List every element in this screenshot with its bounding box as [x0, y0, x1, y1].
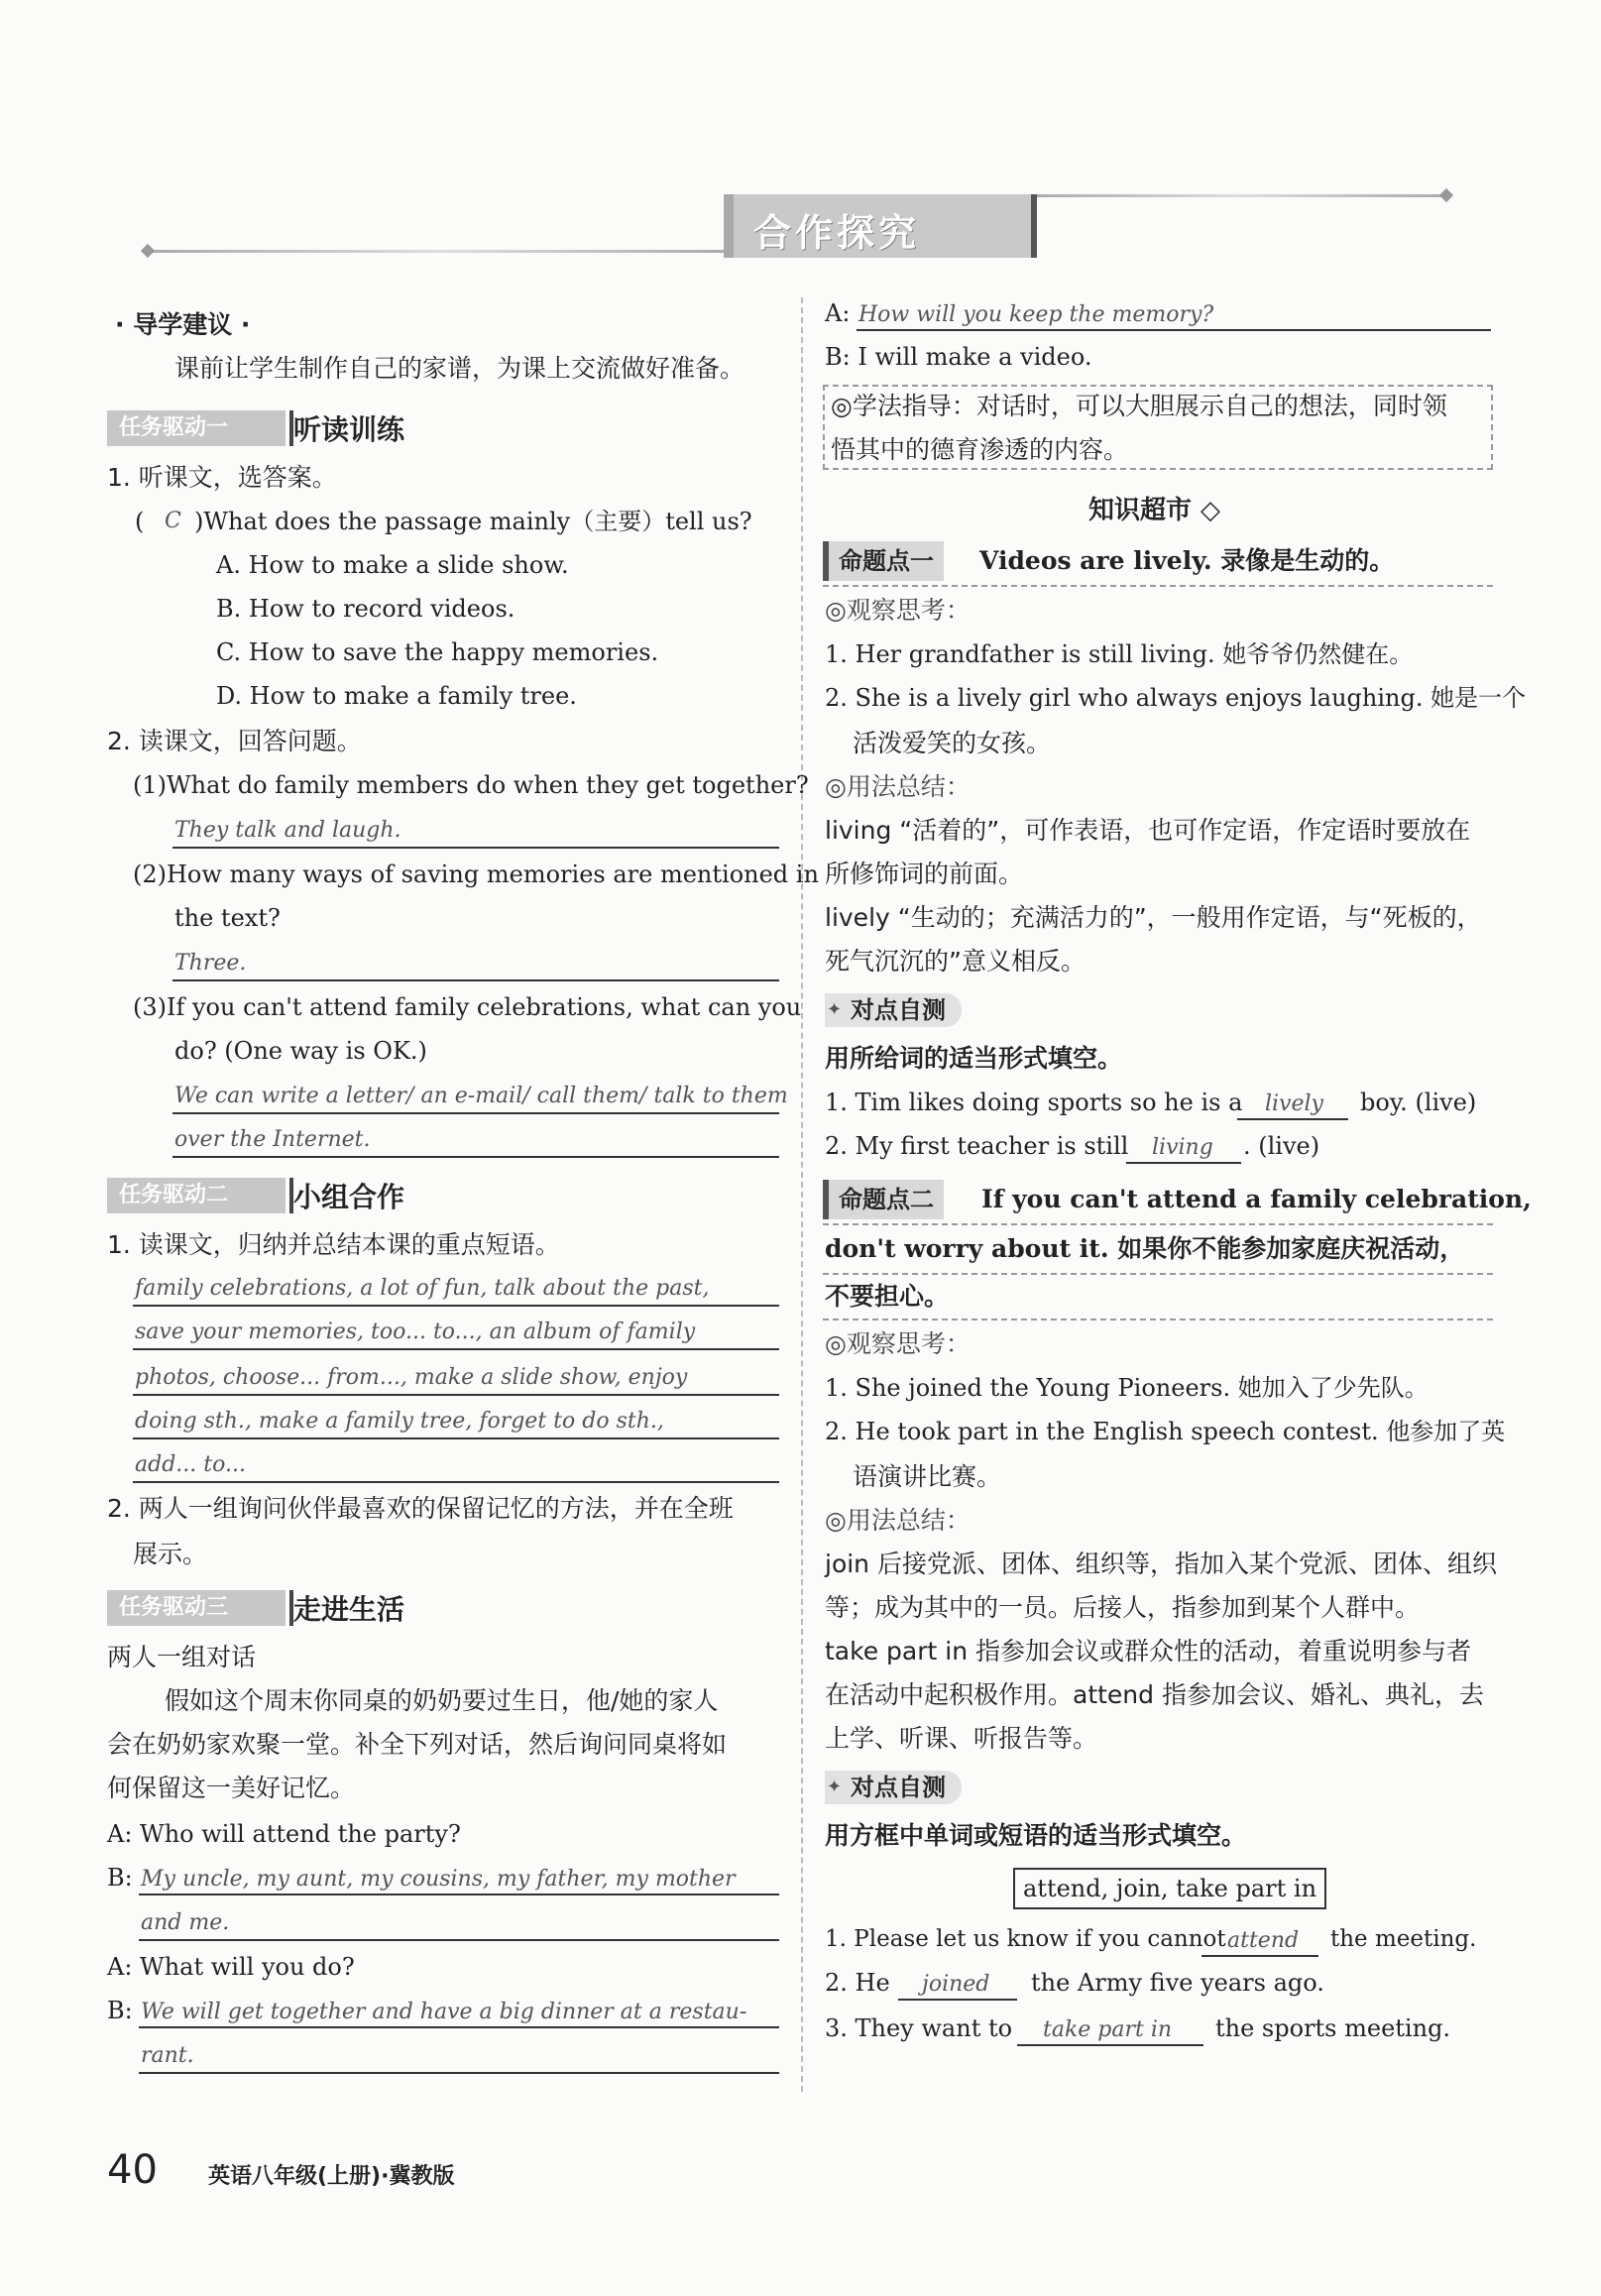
task2-title: 小组合作 — [293, 1181, 405, 1213]
point1-example: 1. Her grandfather is still living. 她爷爷仍然健在。 — [825, 640, 1414, 668]
point1-test2: 2. My first teacher is still — [825, 1132, 1129, 1160]
point2-title: If you can't attend a family celebration, — [981, 1185, 1532, 1213]
point2-test3: 3. They want to — [825, 2014, 1013, 2042]
column-divider — [801, 297, 803, 2092]
point1-instruction: 用所给词的适当形式填空。 — [825, 1044, 1123, 1073]
dialogue-b2-answer: We will get together and have a big dinner at a restau- — [141, 2000, 747, 2024]
selftest-badge: ✦ 对点自测 — [825, 993, 962, 1027]
point1-test1-answer: lively — [1265, 1091, 1323, 1116]
q1-stem: )What does the passage mainly（主要）tell us? — [194, 508, 752, 535]
q2-prompt: 2. 读课文，回答问题。 — [107, 727, 362, 755]
dialogue-b1-label: B: — [107, 1864, 133, 1892]
t2-answer: family celebrations, a lot of fun, talk about the past, — [135, 1276, 710, 1301]
point2-example-cont: 语演讲比赛。 — [853, 1462, 1002, 1491]
t3-paragraph: 会在奶奶家欢聚一堂。补全下列对话，然后询问同桌将如 — [107, 1730, 728, 1759]
point2-test2-answer: joined — [922, 1972, 990, 1997]
dialogue-a3-answer: How will you keep the memory? — [858, 302, 1214, 327]
dialogue-b1-answer: My uncle, my aunt, my cousins, my father, my mother — [141, 1867, 736, 1892]
answer-line — [139, 2072, 779, 2074]
t2-answer: photos, choose... from..., make a slide show, enjoy — [135, 1365, 688, 1390]
selftest-badge: ✦ 对点自测 — [825, 1771, 962, 1804]
point2-test3-tail: the sports meeting. — [1215, 2014, 1451, 2042]
q2-3-answer-cont: over the Internet. — [174, 1127, 371, 1152]
point2-usage: take part in 指参加会议或群众性的活动，着重说明参与者 — [825, 1637, 1471, 1665]
dialogue-a2: A: What will you do? — [107, 1953, 355, 1981]
dashed-rule — [823, 1273, 1493, 1275]
q2-1-question: (1)What do family members do when they get together? — [133, 771, 809, 799]
dashed-rule — [823, 1223, 1493, 1225]
point2-usage: 等；成为其中的一员。后接人，指参加到某个人群中。 — [825, 1593, 1421, 1622]
page-number: 40 — [107, 2147, 158, 2193]
observe-label: ◎观察思考： — [825, 1329, 971, 1358]
blank-line — [898, 1999, 1017, 2001]
t2-q2: 2. 两人一组询问伙伴最喜欢的保留记忆的方法，并在全班 — [107, 1494, 734, 1523]
blank-line — [1126, 1162, 1241, 1164]
answer-line — [133, 1481, 779, 1483]
q1-option: B. How to record videos. — [216, 595, 515, 623]
q2-1-answer: They talk and laugh. — [174, 818, 401, 843]
blank-line — [1201, 1955, 1318, 1957]
task2-badge: 任务驱动二 — [107, 1178, 286, 1213]
q1-answer: C — [165, 509, 181, 533]
blank-line — [1017, 2044, 1203, 2046]
point2-title-cont: don't worry about it. 如果你不能参加家庭庆祝活动， — [825, 1234, 1465, 1263]
point1-usage: 所修饰词的前面。 — [825, 860, 1024, 888]
answer-line — [139, 2026, 779, 2028]
point2-usage: join 后接党派、团体、组织等，指加入某个党派、团体、组织 — [825, 1550, 1497, 1578]
dialogue-b2-answer-cont: rant. — [141, 2043, 194, 2068]
t2-answer: add... to... — [135, 1452, 246, 1477]
point2-test3-answer: take part in — [1043, 2017, 1173, 2042]
answer-line — [133, 1394, 779, 1396]
task1-badge: 任务驱动一 — [107, 410, 286, 446]
q1-option: C. How to save the happy memories. — [216, 638, 659, 666]
point1-test1-tail: boy. (live) — [1360, 1089, 1477, 1116]
t3-paragraph: 假如这个周末你同桌的奶奶要过生日，他/她的家人 — [165, 1686, 719, 1715]
dashed-rule — [823, 585, 1493, 587]
point2-test1-tail: the meeting. — [1330, 1926, 1477, 1952]
t3-paragraph: 何保留这一美好记忆。 — [107, 1774, 356, 1802]
q2-2-answer: Three. — [174, 951, 247, 976]
banner-rule-right — [1031, 194, 1447, 197]
point2-usage: 上学、听课、听报告等。 — [825, 1724, 1098, 1753]
banner-title: 合作探究 — [753, 211, 921, 255]
t2-answer: save your memories, too... to..., an album of family — [135, 1320, 696, 1344]
t2-answer: doing sth., make a family tree, forget to do sth., — [135, 1409, 664, 1434]
q2-2-question: (2)How many ways of saving memories are mentioned in — [133, 861, 819, 888]
point1-test2-tail: . (live) — [1243, 1132, 1320, 1160]
q1-option: D. How to make a family tree. — [216, 682, 577, 710]
t2-q1: 1. 读课文，归纳并总结本课的重点短语。 — [107, 1230, 560, 1259]
q1-prompt: 1. 听课文，选答案。 — [107, 463, 337, 492]
answer-line — [139, 1939, 779, 1941]
point2-test1: 1. Please let us know if you cannot — [825, 1926, 1226, 1952]
guide-label: · 导学建议 · — [115, 310, 251, 339]
q2-3-question-cont: do? (One way is OK.) — [174, 1037, 427, 1065]
point2-test1-answer: attend — [1227, 1928, 1300, 1953]
point2-title-cont: 不要担心。 — [825, 1282, 950, 1311]
banner-diamond-left — [141, 244, 155, 258]
blank-line — [1237, 1118, 1348, 1120]
point2-badge: 命题点二 — [823, 1180, 944, 1219]
answer-line — [133, 1348, 779, 1350]
answer-line — [172, 1112, 779, 1114]
q2-3-answer: We can write a letter/ an e-mail/ call them/ talk to them — [174, 1084, 788, 1108]
t3-subtitle: 两人一组对话 — [107, 1643, 257, 1671]
q2-2-question-cont: the text? — [174, 904, 281, 932]
point1-usage: living “活着的”，可作表语，也可作定语，作定语时要放在 — [825, 816, 1471, 845]
point2-example: 1. She joined the Young Pioneers. 她加入了少先队。 — [825, 1374, 1429, 1402]
task3-title: 走进生活 — [293, 1593, 405, 1626]
point2-example: 2. He took part in the English speech contest. 他参加了英 — [825, 1418, 1506, 1445]
task1-title: 听读训练 — [293, 413, 405, 446]
answer-line — [172, 847, 779, 849]
answer-line — [172, 1156, 779, 1158]
dialogue-b1-answer-cont: and me. — [141, 1910, 230, 1935]
answer-line — [133, 1437, 779, 1439]
point2-test2: 2. He — [825, 1969, 890, 1997]
point2-instruction: 用方框中单词或短语的适当形式填空。 — [825, 1821, 1247, 1850]
task3-badge: 任务驱动三 — [107, 1590, 286, 1626]
q2-3-question: (3)If you can't attend family celebrations, what can you — [133, 993, 802, 1021]
point1-usage: lively “生动的；充满活力的”，一般用作定语，与“死板的， — [825, 903, 1482, 932]
usage-label: ◎用法总结： — [825, 772, 971, 801]
dialogue-b3: B: I will make a video. — [825, 343, 1092, 371]
point1-test2-answer: living — [1152, 1135, 1213, 1160]
guide-text: 课前让学生制作自己的家谱，为课上交流做好准备。 — [174, 354, 745, 383]
point1-title: Videos are lively. 录像是生动的。 — [979, 546, 1395, 575]
dashed-rule — [823, 1319, 1493, 1320]
banner-diamond-right — [1439, 188, 1453, 202]
q1-option: A. How to make a slide show. — [216, 551, 569, 579]
answer-line — [857, 329, 1491, 331]
dialogue-a3-label: A: — [825, 299, 851, 327]
word-box: attend, join, take part in — [1013, 1868, 1326, 1909]
book-title: 英语八年级(上册)·冀教版 — [208, 2164, 455, 2189]
dialogue-b2-label: B: — [107, 1997, 133, 2024]
point1-example-cont: 活泼爱笑的女孩。 — [853, 729, 1052, 757]
point1-usage: 死气沉沉的”意义相反。 — [825, 947, 1086, 976]
observe-label: ◎观察思考： — [825, 596, 971, 625]
usage-label: ◎用法总结： — [825, 1506, 971, 1535]
answer-line — [133, 1305, 779, 1307]
banner-rule-left — [149, 250, 734, 253]
method-tip-cont: 悟其中的德育渗透的内容。 — [831, 435, 1129, 464]
dialogue-a1: A: Who will attend the party? — [107, 1820, 461, 1848]
point1-badge: 命题点一 — [823, 541, 944, 581]
point2-test2-tail: the Army five years ago. — [1031, 1969, 1324, 1997]
point1-example: 2. She is a lively girl who always enjoys laughing. 她是一个 — [825, 684, 1527, 712]
point2-usage: 在活动中起积极作用。attend 指参加会议、婚礼、典礼，去 — [825, 1680, 1484, 1709]
point1-test1: 1. Tim likes doing sports so he is a — [825, 1089, 1243, 1116]
method-tip: ◎学法指导：对话时，可以大胆展示自己的想法，同时领 — [831, 392, 1447, 420]
knowledge-market-heading: 知识超市 ◇ — [1088, 496, 1221, 525]
t2-q2-cont: 展示。 — [133, 1540, 208, 1568]
answer-line — [172, 979, 779, 981]
answer-line — [139, 1894, 779, 1895]
q1-paren-open: ( — [135, 508, 145, 535]
